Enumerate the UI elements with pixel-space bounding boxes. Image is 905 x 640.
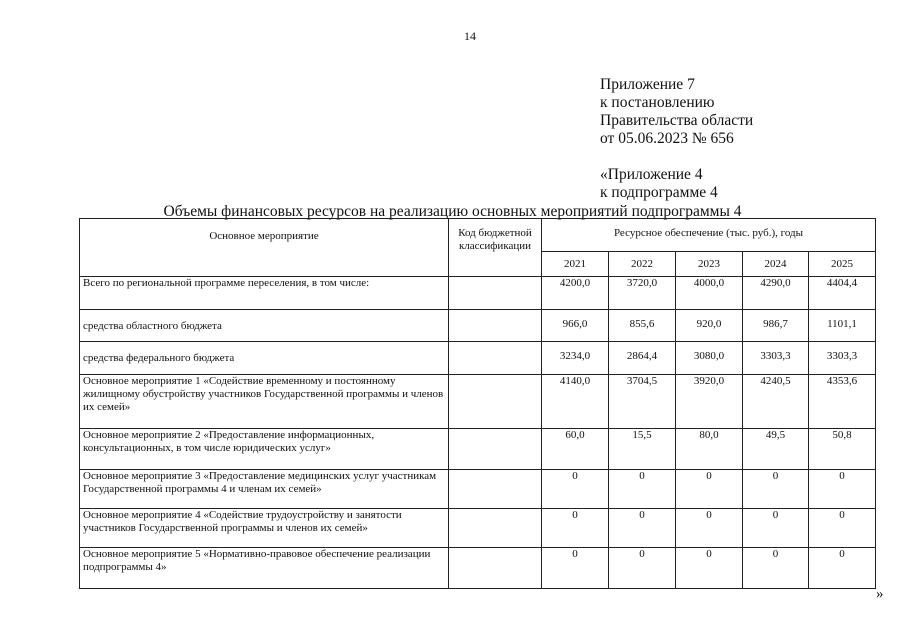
table-row (80, 342, 876, 375)
value-cell: 0 (743, 509, 809, 548)
table-row (80, 429, 876, 470)
value-cell: 4353,6 (809, 375, 876, 429)
year-header: 2023 (676, 252, 743, 277)
year-header: 2025 (809, 252, 876, 277)
value-cell: 855,6 (609, 310, 676, 342)
value-cell: 3303,3 (809, 342, 876, 375)
row-code (449, 375, 542, 429)
value-cell: 3303,3 (743, 342, 809, 375)
table-row (80, 548, 876, 589)
value-cell: 0 (676, 548, 743, 589)
value-cell: 3234,0 (542, 342, 609, 375)
value-cell: 0 (809, 509, 876, 548)
value-cell: 0 (743, 548, 809, 589)
value-cell: 60,0 (542, 429, 609, 470)
value-cell: 0 (676, 470, 743, 509)
appendix-line: к постановлению (600, 94, 715, 111)
row-label: Всего по региональной программе переселения, в том числе: (80, 277, 449, 310)
sub-appendix-line: «Приложение 4 (600, 166, 703, 183)
value-cell: 49,5 (743, 429, 809, 470)
appendix-line: Приложение 7 (600, 76, 695, 93)
value-cell: 0 (809, 548, 876, 589)
row-code (449, 342, 542, 375)
appendix-line: Правительства области (600, 112, 754, 129)
value-cell: 3720,0 (609, 277, 676, 310)
financial-resources-table (79, 218, 876, 589)
value-cell: 4290,0 (743, 277, 809, 310)
appendix-header (600, 76, 753, 202)
closing-quote: » (876, 586, 884, 602)
value-cell: 966,0 (542, 310, 609, 342)
value-cell: 986,7 (743, 310, 809, 342)
sub-appendix-line: к подпрограмме 4 (600, 184, 718, 201)
value-cell: 1101,1 (809, 310, 876, 342)
value-cell: 3920,0 (676, 375, 743, 429)
table-row (80, 277, 876, 310)
value-cell: 0 (609, 509, 676, 548)
value-cell: 0 (609, 470, 676, 509)
year-header: 2022 (609, 252, 676, 277)
column-header-code: Код бюджетной классификации (449, 219, 542, 277)
appendix-line: от 05.06.2023 № 656 (600, 130, 734, 147)
value-cell: 3704,5 (609, 375, 676, 429)
value-cell: 0 (743, 470, 809, 509)
table-row (80, 509, 876, 548)
document-title: Объемы финансовых ресурсов на реализацию основных мероприятий подпрограммы 4 (163, 203, 742, 220)
row-label: средства областного бюджета (80, 310, 449, 342)
value-cell: 4240,5 (743, 375, 809, 429)
table-row (80, 375, 876, 429)
year-header: 2021 (542, 252, 609, 277)
value-cell: 4000,0 (676, 277, 743, 310)
value-cell: 3080,0 (676, 342, 743, 375)
table-row (80, 470, 876, 509)
value-cell: 4404,4 (809, 277, 876, 310)
row-code (449, 429, 542, 470)
value-cell: 0 (609, 548, 676, 589)
row-code (449, 548, 542, 589)
value-cell: 0 (676, 509, 743, 548)
value-cell: 0 (542, 509, 609, 548)
row-code (449, 310, 542, 342)
value-cell: 50,8 (809, 429, 876, 470)
value-cell: 920,0 (676, 310, 743, 342)
row-label: Основное мероприятие 3 «Предоставление медицинских услуг участникам Государственной программы 4 и членам их семей» (80, 470, 449, 509)
row-label: Основное мероприятие 1 «Содействие временному и постоянному жилищному обустройству участников Государственной программы и членов их семей» (80, 375, 449, 429)
column-header-activity: Основное мероприятие (80, 219, 449, 277)
row-label: средства федерального бюджета (80, 342, 449, 375)
row-code (449, 509, 542, 548)
row-label: Основное мероприятие 5 «Нормативно-правовое обеспечение реализации подпрограммы 4» (80, 548, 449, 589)
value-cell: 4140,0 (542, 375, 609, 429)
value-cell: 2864,4 (609, 342, 676, 375)
value-cell: 4200,0 (542, 277, 609, 310)
column-header-resources: Ресурсное обеспечение (тыс. руб.), годы (542, 219, 876, 252)
row-label: Основное мероприятие 2 «Предоставление информационных, консультационных, в том числе юридических услуг» (80, 429, 449, 470)
row-label: Основное мероприятие 4 «Содействие трудоустройству и занятости участников Государственной программы и членов их семей» (80, 509, 449, 548)
row-code (449, 277, 542, 310)
value-cell: 0 (542, 548, 609, 589)
value-cell: 80,0 (676, 429, 743, 470)
value-cell: 0 (809, 470, 876, 509)
page-number: 14 (464, 29, 476, 43)
value-cell: 0 (542, 470, 609, 509)
value-cell: 15,5 (609, 429, 676, 470)
table-row (80, 310, 876, 342)
row-code (449, 470, 542, 509)
year-header: 2024 (743, 252, 809, 277)
